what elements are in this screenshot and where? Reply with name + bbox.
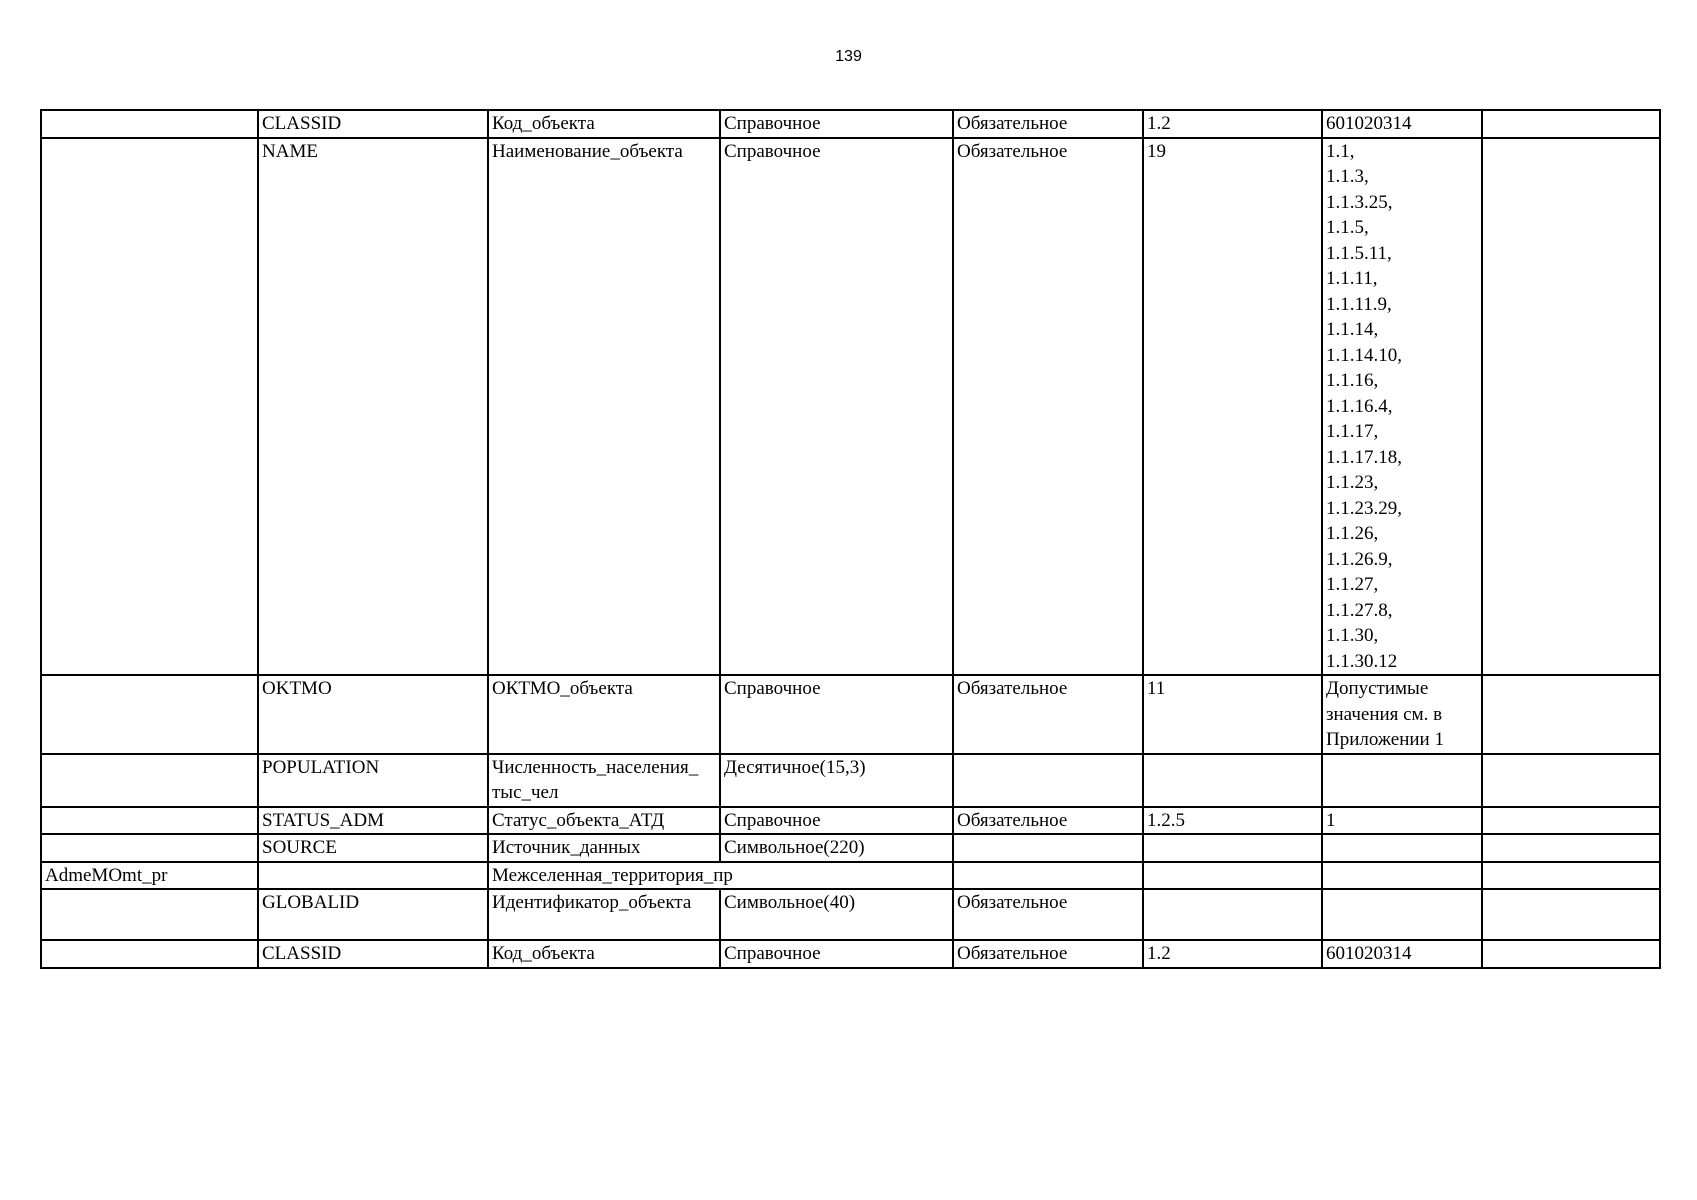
required-cell: Обязательное (953, 940, 1143, 968)
values-cell: 1.1, 1.1.3, 1.1.3.25, 1.1.5, 1.1.5.11, 1.1.11, 1.1.11.9, 1.1.14, 1.1.14.10, 1.1.16, 1.1.16.4, 1.1.17, 1.1.17.18, 1.1.23, 1.1.23.29, 1.1.26, 1.1.26.9, 1.1.27, 1.1.27.8, 1.1.30, 1.1.30.12 (1322, 138, 1482, 676)
layer-cell: AdmeMOmt_pr (41, 862, 258, 890)
required-cell (953, 754, 1143, 807)
required-cell (953, 862, 1143, 890)
required-cell: Обязательное (953, 110, 1143, 138)
required-cell: Обязательное (953, 138, 1143, 676)
field-type-cell: Символьное(220) (720, 834, 953, 862)
field-name-cell (258, 862, 488, 890)
field-alias-cell: ОКТМО_объекта (488, 675, 720, 754)
field-name-cell: STATUS_ADM (258, 807, 488, 835)
field-alias-cell: Код_объекта (488, 940, 720, 968)
note-cell (1482, 862, 1660, 890)
field-alias-cell: Идентификатор_объекта (488, 889, 720, 940)
reference-cell: 1.2.5 (1143, 807, 1322, 835)
layer-cell (41, 675, 258, 754)
values-cell: 601020314 (1322, 940, 1482, 968)
layer-cell (41, 834, 258, 862)
attribute-table (40, 109, 1661, 969)
required-cell: Обязательное (953, 889, 1143, 940)
page-number: 139 (835, 48, 862, 65)
values-cell (1322, 889, 1482, 940)
table-row (41, 110, 1660, 138)
table-row (41, 862, 1660, 890)
field-alias-cell: Численность_населения_ тыс_чел (488, 754, 720, 807)
note-cell (1482, 675, 1660, 754)
table-row (41, 834, 1660, 862)
reference-cell: 19 (1143, 138, 1322, 676)
note-cell (1482, 138, 1660, 676)
required-cell (953, 834, 1143, 862)
note-cell (1482, 754, 1660, 807)
field-name-cell: CLASSID (258, 940, 488, 968)
values-cell: Допустимые значения см. в Приложении 1 (1322, 675, 1482, 754)
field-name-cell: SOURCE (258, 834, 488, 862)
field-type-cell: Десятичное(15,3) (720, 754, 953, 807)
field-alias-cell: Наименование_объекта (488, 138, 720, 676)
note-cell (1482, 940, 1660, 968)
layer-cell (41, 889, 258, 940)
field-alias-cell: Источник_данных (488, 834, 720, 862)
values-cell (1322, 754, 1482, 807)
table-row (41, 754, 1660, 807)
reference-cell: 1.2 (1143, 110, 1322, 138)
values-cell (1322, 862, 1482, 890)
layer-cell (41, 138, 258, 676)
field-type-cell: Справочное (720, 675, 953, 754)
note-cell (1482, 834, 1660, 862)
field-type-cell: Справочное (720, 110, 953, 138)
field-alias-cell: Код_объекта (488, 110, 720, 138)
required-cell: Обязательное (953, 675, 1143, 754)
required-cell: Обязательное (953, 807, 1143, 835)
values-cell: 1 (1322, 807, 1482, 835)
field-name-cell: POPULATION (258, 754, 488, 807)
table-row (41, 807, 1660, 835)
layer-cell (41, 110, 258, 138)
field-alias-cell: Статус_объекта_АТД (488, 807, 720, 835)
reference-cell (1143, 889, 1322, 940)
field-name-cell: OKTMO (258, 675, 488, 754)
values-cell: 601020314 (1322, 110, 1482, 138)
reference-cell (1143, 754, 1322, 807)
field-type-cell: Символьное(40) (720, 889, 953, 940)
field-name-cell: CLASSID (258, 110, 488, 138)
field-name-cell: NAME (258, 138, 488, 676)
field-type-cell: Справочное (720, 138, 953, 676)
field-alias-cell: Межселенная_территория_пр (488, 862, 953, 890)
field-type-cell: Справочное (720, 940, 953, 968)
layer-cell (41, 940, 258, 968)
layer-cell (41, 807, 258, 835)
table-row (41, 889, 1660, 940)
note-cell (1482, 110, 1660, 138)
note-cell (1482, 889, 1660, 940)
field-name-cell: GLOBALID (258, 889, 488, 940)
table-row (41, 940, 1660, 968)
reference-cell: 11 (1143, 675, 1322, 754)
reference-cell (1143, 862, 1322, 890)
reference-cell: 1.2 (1143, 940, 1322, 968)
values-cell (1322, 834, 1482, 862)
note-cell (1482, 807, 1660, 835)
table-row (41, 138, 1660, 676)
field-type-cell: Справочное (720, 807, 953, 835)
layer-cell (41, 754, 258, 807)
reference-cell (1143, 834, 1322, 862)
table-row (41, 675, 1660, 754)
